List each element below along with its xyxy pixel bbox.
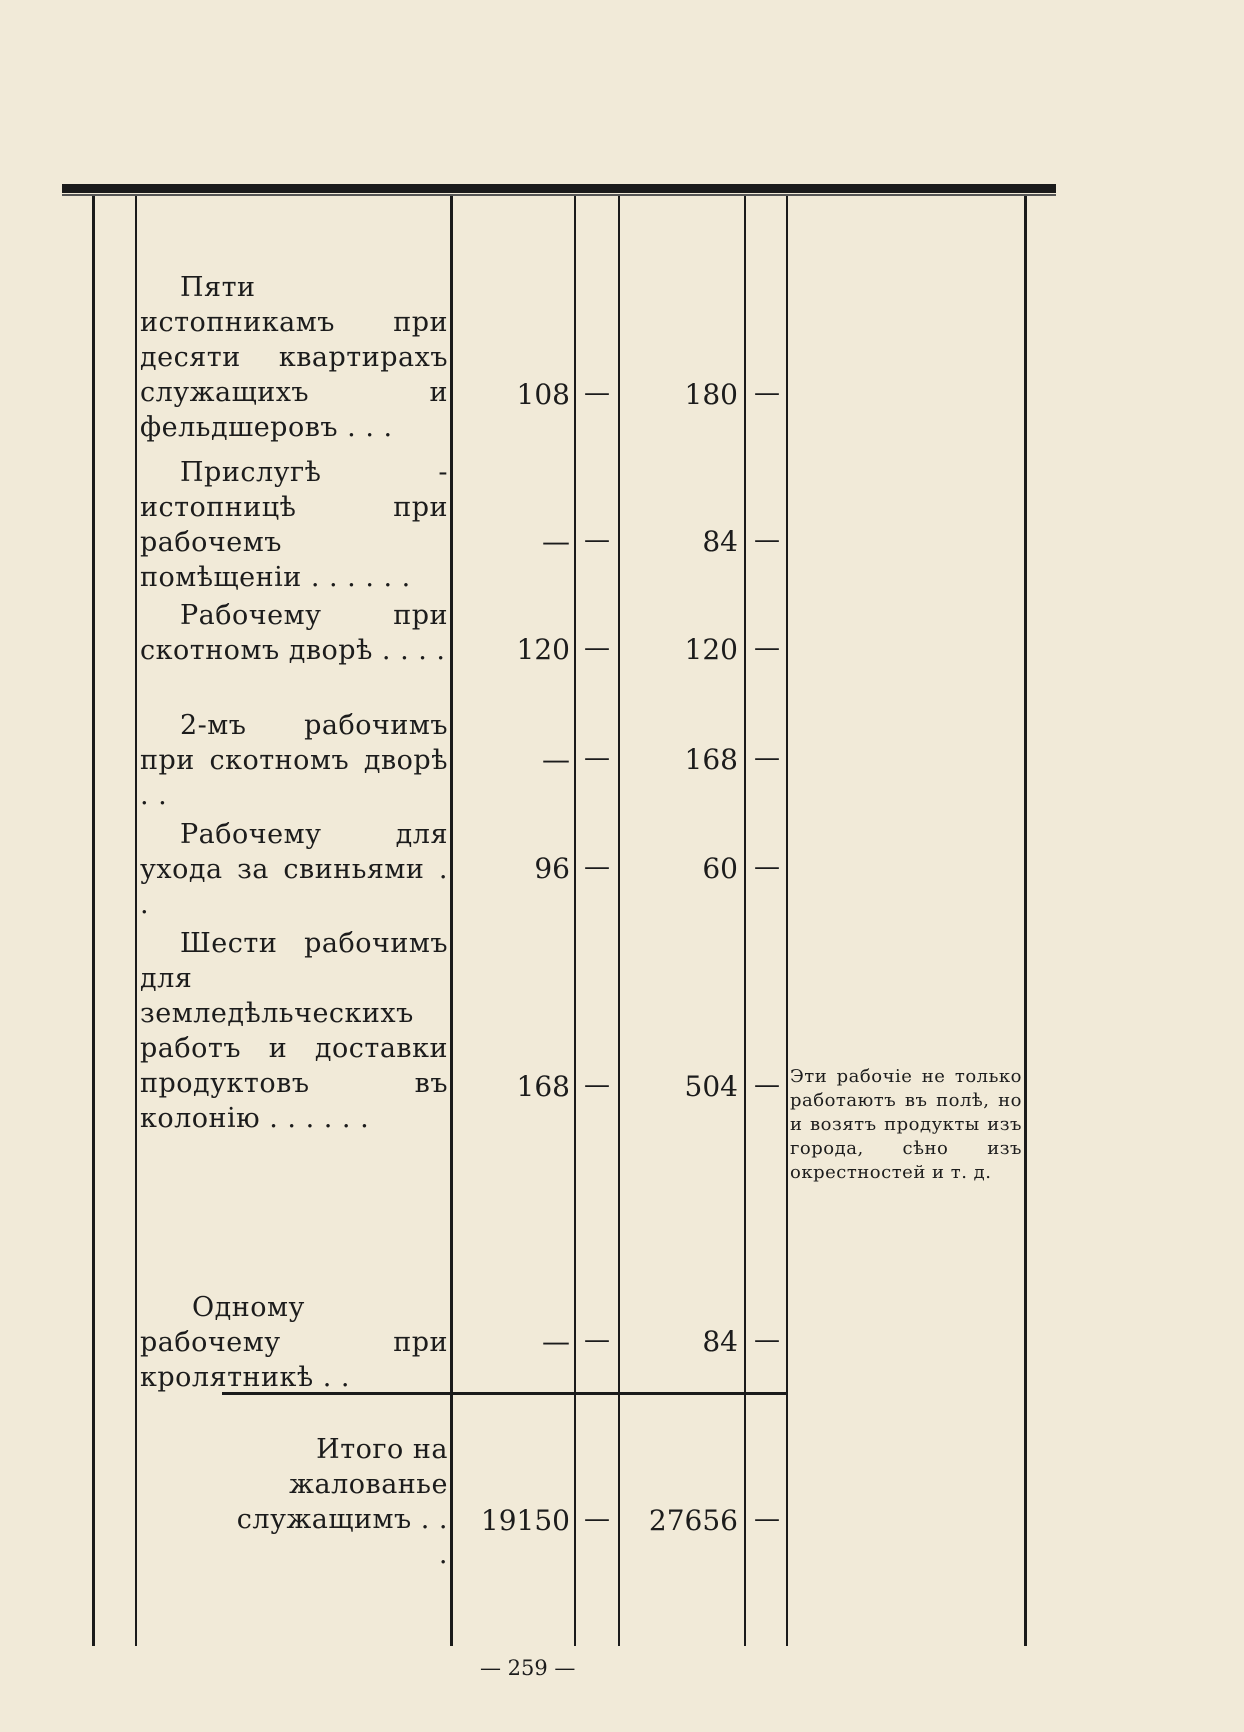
table-top-rule	[62, 184, 1056, 193]
row-label: Одному рабочему при кролятникѣ . .	[140, 1292, 448, 1393]
row-dash-col1: —	[584, 378, 610, 408]
remarks-note: Эти рабочіе не только работаютъ въ полѣ, но и возятъ продукты изъ города, сѣно изъ окрестностей и т. д.	[790, 1066, 1022, 1183]
table-left-border-inner	[135, 196, 137, 1646]
table-row	[140, 598, 448, 668]
total-value-col2: 27656	[648, 1504, 738, 1537]
row-label: Прислугѣ - истопницѣ при рабочемъ помѣщеніи . . . . . .	[140, 457, 448, 593]
total-dash-col1: —	[584, 1504, 610, 1534]
row-dash-col2: —	[754, 525, 780, 555]
table-divider-col1b	[618, 196, 620, 1646]
row-dash-col2: —	[754, 1070, 780, 1100]
row-dash-col1: —	[584, 1070, 610, 1100]
row-dash-col2: —	[754, 743, 780, 773]
row-label: Шести рабочимъ для земледѣльческихъ работъ и доставки продуктовъ въ колонію . . . . . .	[140, 928, 448, 1134]
row-dash-col2: —	[754, 852, 780, 882]
row-dash-col2: —	[754, 1325, 780, 1355]
total-label: Итого на жалованье служащимъ . . .	[236, 1434, 448, 1570]
table-right-border	[1024, 196, 1027, 1646]
row-dash-col1: —	[584, 852, 610, 882]
total-row	[220, 1432, 448, 1572]
row-label: 2-мъ рабочимъ при скотномъ дворѣ . .	[140, 710, 448, 811]
row-dash-col2: —	[754, 378, 780, 408]
total-dash-col2: —	[754, 1504, 780, 1534]
table-row	[140, 926, 448, 1136]
row-value-col2: 180	[684, 378, 738, 411]
table-left-border	[92, 196, 95, 1646]
row-label: Рабочему при скотномъ дворѣ . . . .	[140, 600, 448, 666]
table-row	[140, 455, 448, 595]
total-value-col1: 19150	[480, 1504, 570, 1537]
row-value-col2: 84	[702, 525, 738, 558]
table-divider-col2b	[786, 196, 788, 1646]
table-divider-col2	[744, 196, 746, 1646]
row-value-col1: —	[542, 525, 570, 558]
row-value-col1: 96	[534, 852, 570, 885]
row-value-col1: 120	[516, 633, 570, 666]
row-dash-col1: —	[584, 743, 610, 773]
row-label: Рабочему для ухода за свиньями . .	[140, 819, 448, 920]
row-label: Пяти истопникамъ при десяти квартирахъ служащихъ и фельдшеровъ . . .	[140, 272, 448, 443]
page-number: — 259 —	[480, 1656, 576, 1680]
row-value-col1: —	[542, 1325, 570, 1358]
show-through-text	[640, 280, 980, 1630]
row-dash-col2: —	[754, 633, 780, 663]
row-value-col1: 108	[516, 378, 570, 411]
table-divider-col1	[574, 196, 576, 1646]
row-dash-col1: —	[584, 1325, 610, 1355]
row-value-col2: 60	[702, 852, 738, 885]
row-value-col2: 168	[684, 743, 738, 776]
row-value-col2: 504	[684, 1070, 738, 1103]
table-row	[140, 817, 448, 922]
table-row	[140, 270, 448, 445]
table-top-rule-thin	[62, 194, 1056, 196]
table-divider-label	[450, 196, 453, 1646]
row-value-col2: 120	[684, 633, 738, 666]
row-dash-col1: —	[584, 525, 610, 555]
row-value-col1: 168	[516, 1070, 570, 1103]
row-value-col2: 84	[702, 1325, 738, 1358]
row-dash-col1: —	[584, 633, 610, 663]
table-row	[140, 708, 448, 813]
table-row	[140, 1290, 448, 1395]
row-value-col1: —	[542, 743, 570, 776]
